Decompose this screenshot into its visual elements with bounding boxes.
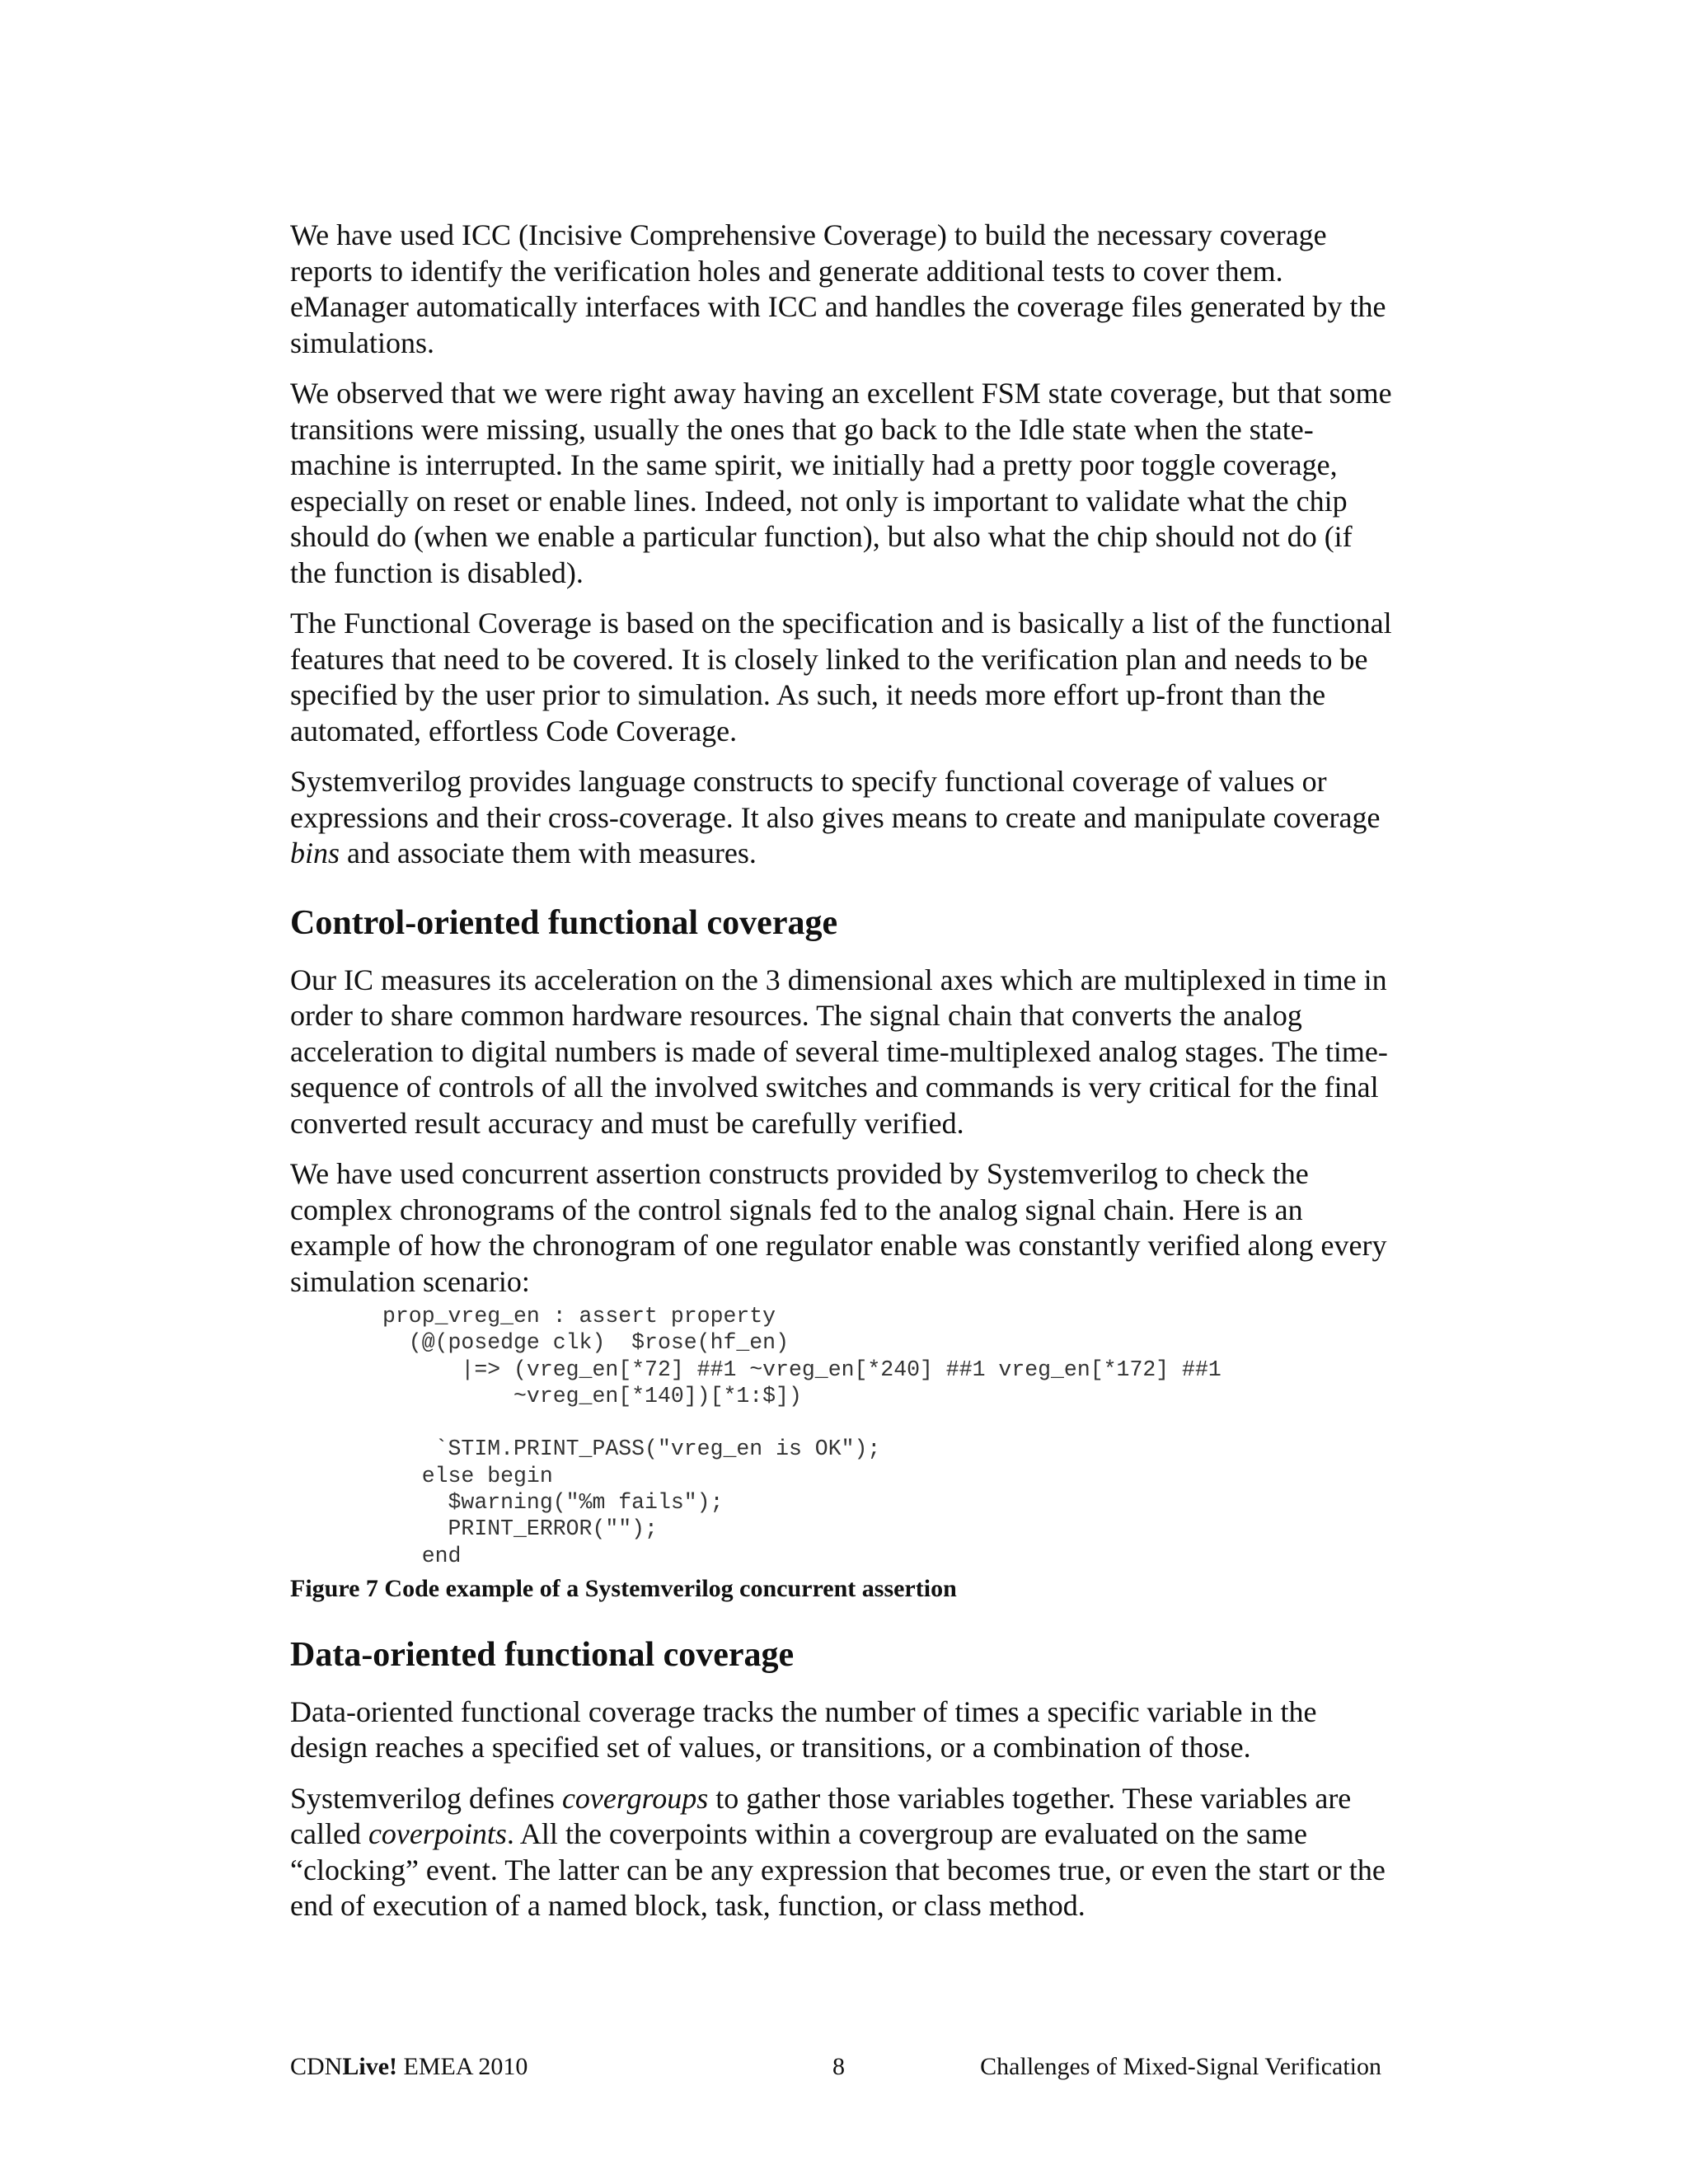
text-fragment: Systemverilog provides language constructs to specify functional coverage of values or expressions and their cross-coverage. It also gives means to create and manipulate coverage xyxy=(290,765,1381,834)
figure-caption: Figure 7 Code example of a Systemverilog concurrent assertion xyxy=(290,1574,957,1602)
footer-conference xyxy=(290,2052,528,2082)
paragraph-concurrent-assertions: We have used concurrent assertion constructs provided by Systemverilog to check the complex chronograms of the control signals fed to the analog signal chain. Here is an example of how the chronogram of one regulator enable was constantly verified along every simulation scenario: xyxy=(290,1157,1387,1298)
page-number: 8 xyxy=(832,2053,845,2080)
paragraph-data-coverage: Data-oriented functional coverage tracks the number of times a specific variable in the design reaches a specified set of values, or transitions, or a combination of those. xyxy=(290,1694,1317,1765)
paragraph-functional-coverage: The Functional Coverage is based on the specification and is basically a list of the functional features that need to be covered. It is closely linked to the verification plan and needs to be specified by the user prior to simulation. As such, it needs more effort up-front than the automated, effortless Code Coverage. xyxy=(290,607,1392,748)
code-block-assertion: prop_vreg_en : assert property (@(posedge clk) $rose(hf_en) |=> (vreg_en[*72] ##1 ~vreg_en[*240] ##1 vreg_en[*172] ##1 ~vreg_en[*140])[*1:$]) `STIM.PRINT_PASS("vreg_en is OK"); else begin $warning("%m fails"); PRINT_ERROR(""); end xyxy=(382,1304,1221,1568)
paragraph-fsm-coverage: We observed that we were right away having an excellent FSM state coverage, but that some transitions were missing, usually the ones that go back to the Idle state when the state-machine is interrupted. In the same spirit, we initially had a pretty poor toggle coverage, especially on reset or enable lines. Indeed, not only is important to validate what the chip should do (when we enable a particular function), but also what the chip should not do (if the function is disabled). xyxy=(290,377,1392,589)
paragraph-covergroups xyxy=(290,1781,1395,1924)
paragraph-acceleration-axes: Our IC measures its acceleration on the 3 dimensional axes which are multiplexed in time in order to share common hardware resources. The signal chain that converts the analog acceleration to digital numbers is made of several time-multiplexed analog stages. The time-sequence of controls of all the involved switches and commands is very critical for the final converted result accuracy and must be carefully verified. xyxy=(290,963,1388,1140)
text-fragment: Systemverilog defines xyxy=(290,1781,562,1815)
text-fragment: to gather those variables together. These variables are called xyxy=(290,1781,1352,1851)
footer-emea: EMEA 2010 xyxy=(397,2053,528,2080)
heading-control-oriented: Control-oriented functional coverage xyxy=(290,903,838,942)
page-content xyxy=(290,218,1395,1939)
footer-title: Challenges of Mixed-Signal Verification xyxy=(980,2053,1381,2080)
emphasis-coverpoints: coverpoints xyxy=(368,1817,507,1851)
paragraph-systemverilog-constructs xyxy=(290,764,1395,872)
footer-live: Live! xyxy=(342,2053,397,2080)
footer-cdn: CDN xyxy=(290,2053,343,2080)
paragraph-icc-coverage: We have used ICC (Incisive Comprehensive Coverage) to build the necessary coverage reports to identify the verification holes and generate additional tests to cover them. eManager automatically interfaces with ICC and handles the coverage files generated by the simulations. xyxy=(290,218,1386,359)
emphasis-covergroups: covergroups xyxy=(561,1781,709,1815)
text-fragment: . All the coverpoints within a covergroup are evaluated on the same “clocking” event. The latter can be any expression that becomes true, or even the start or the end of execution of a named block, task, function, or class method. xyxy=(290,1817,1386,1923)
emphasis-bins: bins xyxy=(290,837,340,869)
text-fragment: and associate them with measures. xyxy=(340,837,757,869)
heading-data-oriented: Data-oriented functional coverage xyxy=(290,1635,795,1674)
